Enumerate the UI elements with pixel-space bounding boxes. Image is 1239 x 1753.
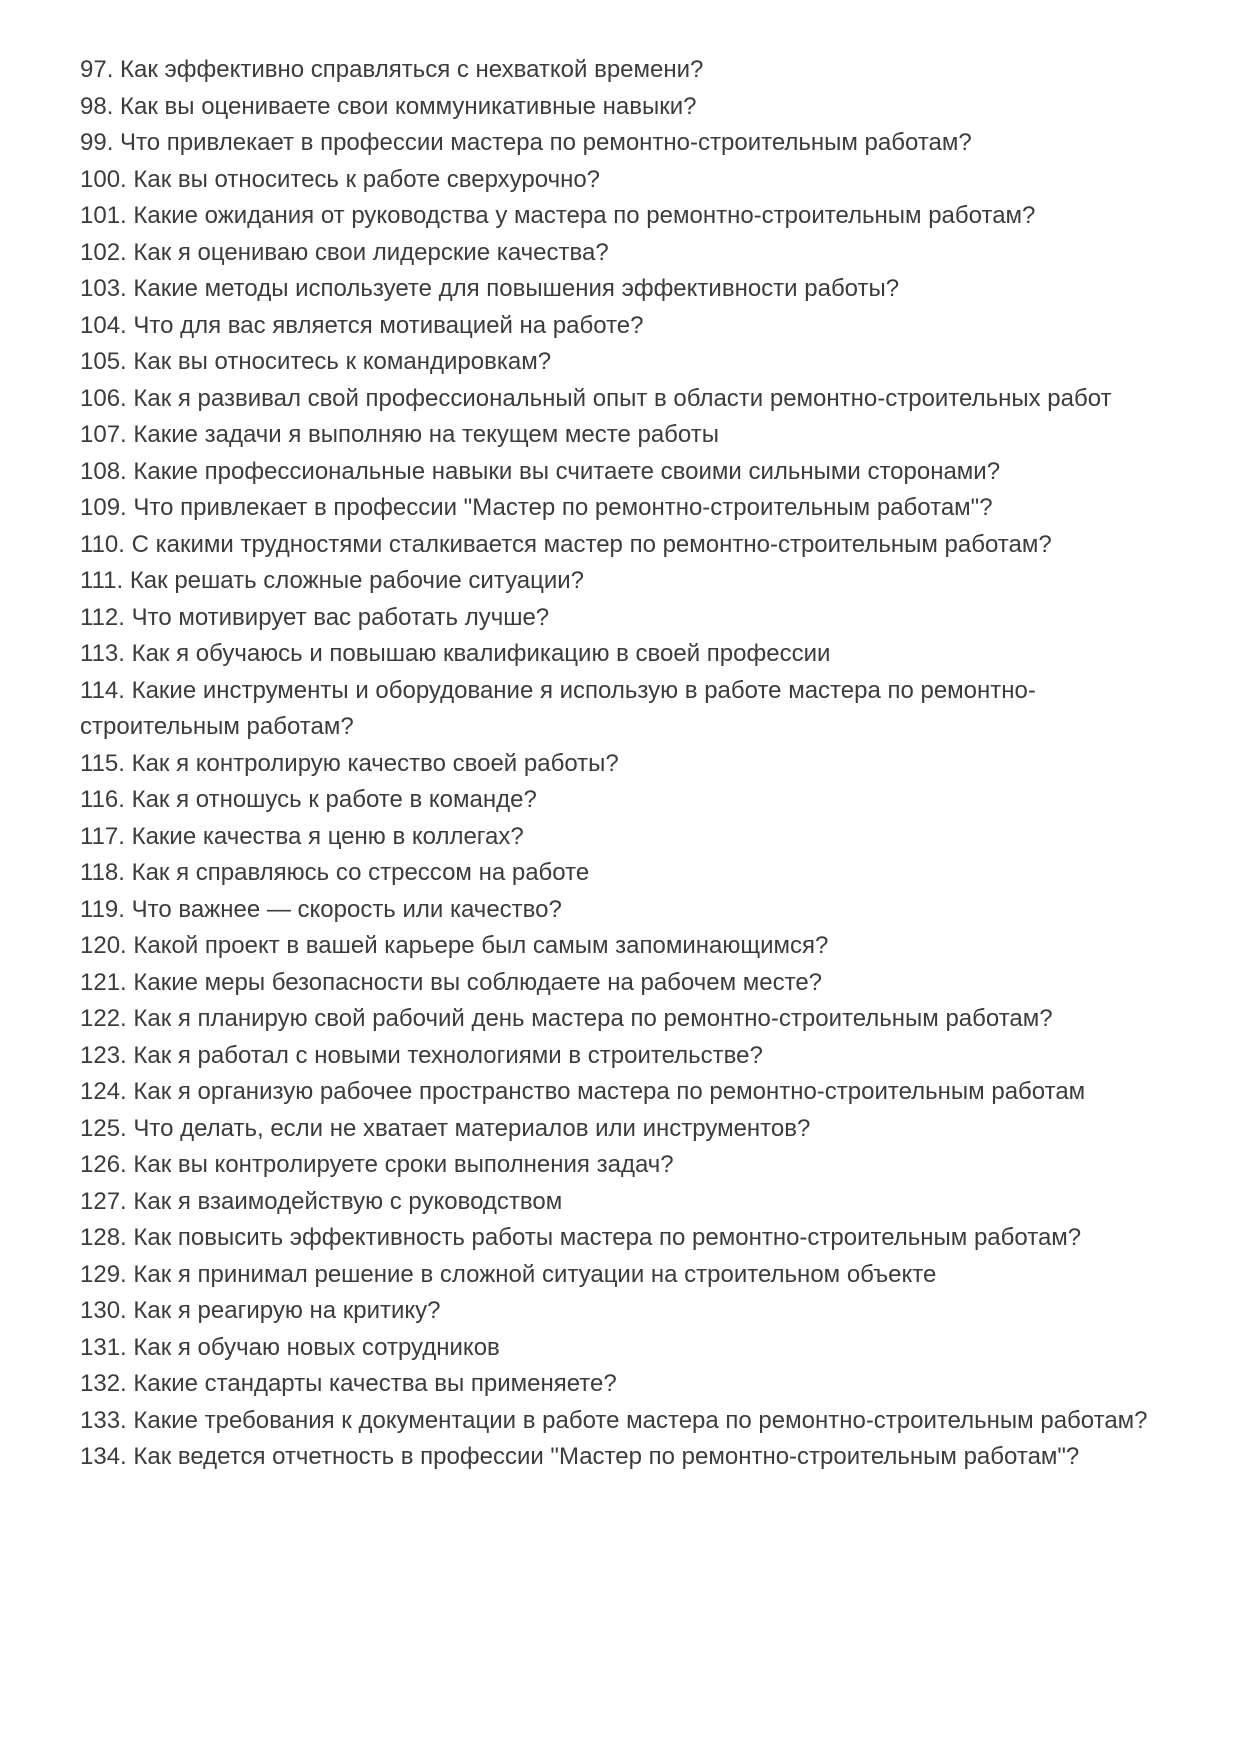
question-item-101: 101. Какие ожидания от руководства у мастера по ремонтно-строительным работам? <box>80 202 1036 229</box>
question-item-121: 121. Какие меры безопасности вы соблюдаете на рабочем месте? <box>80 968 823 996</box>
question-item-98: 98. Как вы оцениваете свои коммуникативные навыки? <box>80 92 697 120</box>
question-item-114: 114. Какие инструменты и оборудование я использую в работе мастера по ремонтно-строительным работам? <box>80 676 1036 740</box>
question-item-125: 125. Что делать, если не хватает материалов или инструментов? <box>80 1114 811 1142</box>
question-item-134: 134. Как ведется отчетность в профессии "Мастер по ремонтно-строительным работам"? <box>80 1443 1080 1470</box>
question-item-100: 100. Как вы относитесь к работе сверхурочно? <box>80 165 601 193</box>
question-item-99: 99. Что привлекает в профессии мастера по ремонтно-строительным работам? <box>80 129 972 156</box>
question-item-132: 132. Какие стандарты качества вы применяете? <box>80 1370 617 1397</box>
question-item-105: 105. Как вы относитесь к командировкам? <box>80 348 552 375</box>
question-item-103: 103. Какие методы используете для повышения эффективности работы? <box>80 275 900 302</box>
question-item-131: 131. Как я обучаю новых сотрудников <box>80 1333 500 1361</box>
question-item-123: 123. Как я работал с новыми технологиями в строительстве? <box>80 1041 763 1069</box>
question-item-110: 110. С какими трудностями сталкивается мастер по ремонтно-строительным работам? <box>80 530 1052 558</box>
question-item-129: 129. Как я принимал решение в сложной ситуации на строительном объекте <box>80 1260 937 1288</box>
question-item-117: 117. Какие качества я ценю в коллегах? <box>80 822 524 850</box>
question-item-107: 107. Какие задачи я выполняю на текущем месте работы <box>80 421 719 448</box>
question-item-126: 126. Как вы контролируете сроки выполнения задач? <box>80 1151 674 1178</box>
question-item-108: 108. Какие профессиональные навыки вы считаете своими сильными сторонами? <box>80 457 1001 485</box>
question-item-106: 106. Как я развивал свой профессиональный опыт в области ремонтно-строительных работ <box>80 384 1112 412</box>
question-item-133: 133. Какие требования к документации в работе мастера по ремонтно-строительным работам? <box>80 1406 1148 1434</box>
question-item-97: 97. Как эффективно справляться с нехваткой времени? <box>80 56 704 83</box>
question-item-113: 113. Как я обучаюсь и повышаю квалификацию в своей профессии <box>80 640 831 667</box>
question-list <box>80 52 1159 1476</box>
question-item-120: 120. Какой проект в вашей карьере был самым запоминающимся? <box>80 932 829 959</box>
question-item-112: 112. Что мотивирует вас работать лучше? <box>80 603 550 631</box>
question-item-119: 119. Что важнее — скорость или качество? <box>80 895 562 923</box>
question-item-128: 128. Как повысить эффективность работы мастера по ремонтно-строительным работам? <box>80 1224 1082 1251</box>
question-item-109: 109. Что привлекает в профессии "Мастер по ремонтно-строительным работам"? <box>80 494 993 521</box>
question-item-115: 115. Как я контролирую качество своей работы? <box>80 749 619 777</box>
question-item-102: 102. Как я оцениваю свои лидерские качества? <box>80 238 609 266</box>
question-item-122: 122. Как я планирую свой рабочий день мастера по ремонтно-строительным работам? <box>80 1005 1053 1032</box>
question-item-104: 104. Что для вас является мотивацией на работе? <box>80 311 644 339</box>
question-item-111: 111. Как решать сложные рабочие ситуации? <box>80 567 585 594</box>
question-item-124: 124. Как я организую рабочее пространство мастера по ремонтно-строительным работам <box>80 1078 1086 1105</box>
question-item-127: 127. Как я взаимодействую с руководством <box>80 1187 563 1215</box>
question-item-130: 130. Как я реагирую на критику? <box>80 1297 441 1324</box>
question-item-116: 116. Как я отношусь к работе в команде? <box>80 786 537 813</box>
question-item-118: 118. Как я справляюсь со стрессом на работе <box>80 859 590 886</box>
